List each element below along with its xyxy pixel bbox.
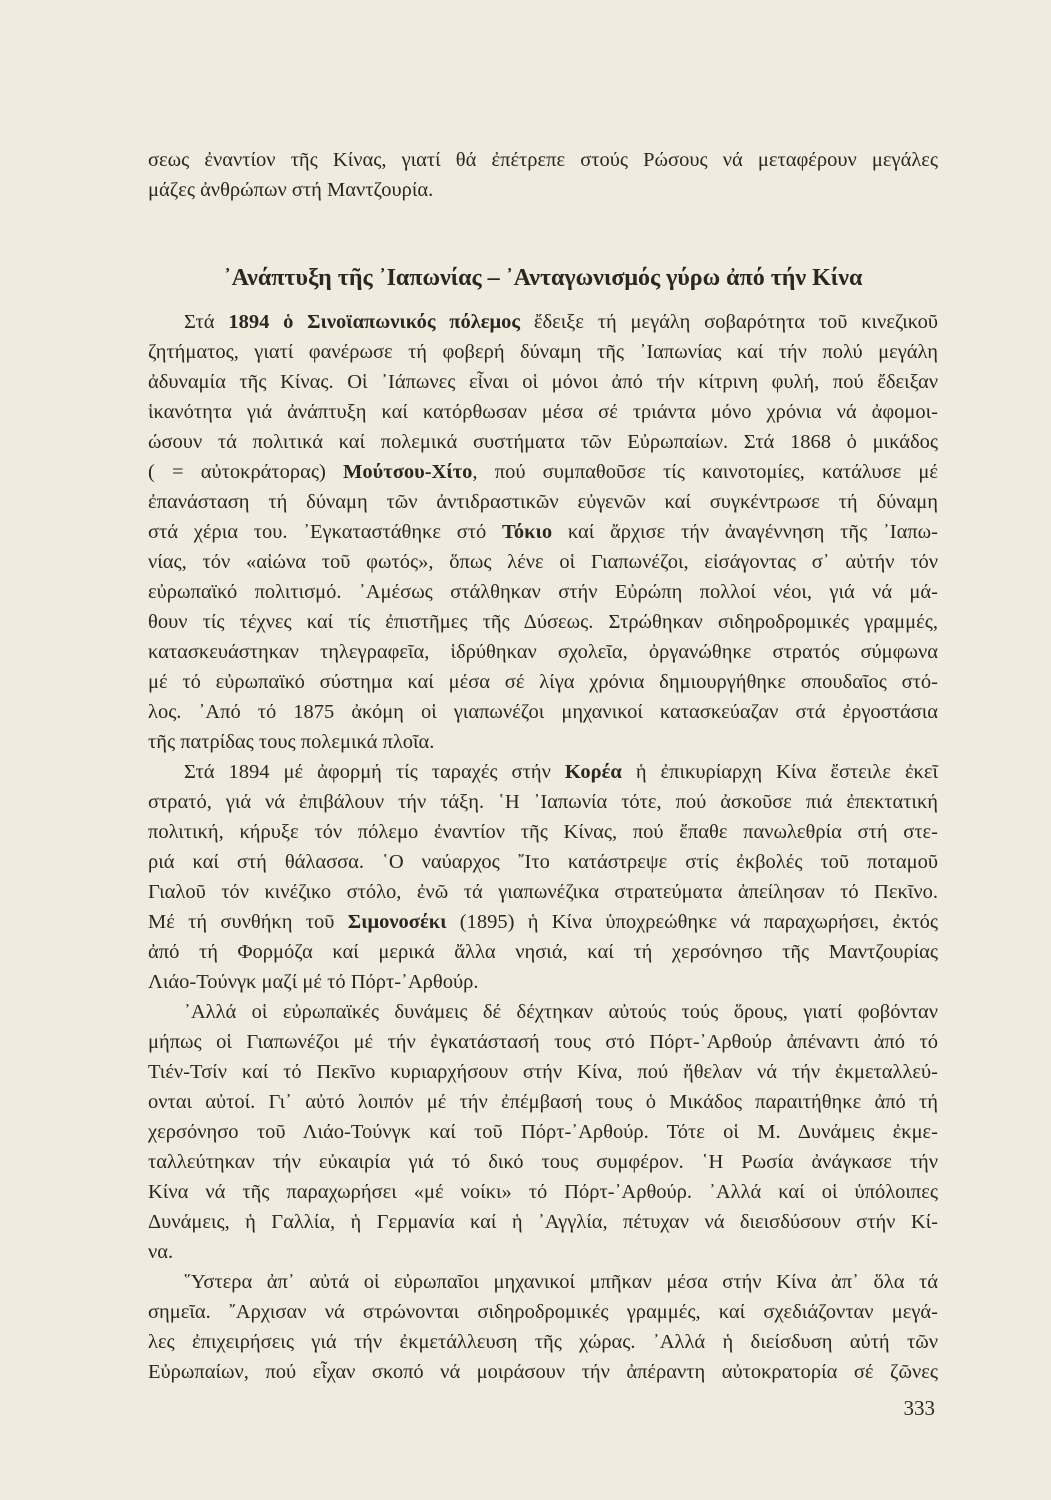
text-line: ονται αὐτοί. Γι᾿ αὐτό λοιπόν μέ τήν ἐπέμβασή τους ὁ Μικάδος παραιτήθηκε ἀπό τή <box>148 1091 938 1113</box>
text-line: ᾿Αλλά οἱ εὐρωπαϊκές δυνάμεις δέ δέχτηκαν αὐτούς τούς ὅρους, γιατί φοβόνταν <box>184 1001 938 1023</box>
text-line: Στά 1894 ὁ Σινοϊαπωνικός πόλεμος ἔδειξε τή μεγάλη σοβαρότητα τοῦ κινεζικοῦ <box>184 311 938 333</box>
text-line: Στά 1894 μέ ἀφορμή τίς ταραχές στήν Κορέα ἡ ἐπικυρίαρχη Κίνα ἔστειλε ἐκεῖ <box>184 761 939 783</box>
text-line: ζητήματος, γιατί φανέρωσε τή φοβερή δύναμη τῆς ᾿Ιαπωνίας καί τήν πολύ μεγάλη <box>148 341 938 363</box>
paragraph-sino-japanese-war <box>148 757 938 997</box>
text-line: Δυνάμεις, ἡ Γαλλία, ἡ Γερμανία καί ἡ ᾿Αγγλία, πέτυχαν νά διεισδύσουν στήν Κί- <box>148 1211 938 1233</box>
text-line: Τιέν-Τσίν καί τό Πεκῖνο κυριαρχήσουν στήν Κίνα, πού ἤθελαν νά τήν ἐκμεταλλεύ- <box>148 1061 938 1083</box>
text-line: χερσόνησο τοῦ Λιάο-Τούνγκ καί τοῦ Πόρτ-᾿Αρθούρ. Τότε οἱ Μ. Δυνάμεις ἐκμε- <box>148 1121 938 1143</box>
text-line: Εὐρωπαίων, πού εἶχαν σκοπό νά μοιράσουν τήν ἀπέραντη αὐτοκρατορία σέ ζῶνες <box>148 1361 938 1383</box>
text-line: ( = αὐτοκράτορας) Μούτσου-Χίτο, πού συμπαθοῦσε τίς καινοτομίες, κατάλυσε μέ <box>148 461 938 483</box>
text-line: σημεῖα. ῎Αρχισαν νά στρώνονται σιδηροδρομικές γραμμές, καί σχεδιάζονταν μεγά- <box>148 1301 938 1323</box>
text-line: Γιαλοῦ τόν κινέζικο στόλο, ἐνῶ τά γιαπωνέζικα στρατεύματα ἀπείλησαν τό Πεκῖνο. <box>148 881 938 903</box>
text-line: ἱκανότητα γιά ἀνάπτυξη καί κατόρθωσαν μέσα σέ τριάντα μόνο χρόνια νά ἀφομοι- <box>148 401 938 423</box>
text-line: ριά καί στή θάλασσα. ῾Ο ναύαρχος ῎Ιτο κατάστρεψε στίς ἐκβολές τοῦ ποταμοῦ <box>148 851 938 873</box>
text-line: εὐρωπαϊκό πολιτισμό. ᾿Αμέσως στάλθηκαν στήν Εὐρώπη πολλοί νέοι, γιά νά μά- <box>148 581 938 603</box>
text-line: στά χέρια του. ᾿Εγκαταστάθηκε στό Τόκιο καί ἄρχισε τήν ἀναγέννηση τῆς ᾿Ιαπω- <box>148 521 939 543</box>
text-line: ἐπανάσταση τή δύναμη τῶν ἀντιδραστικῶν εὐγενῶν καί συγκέντρωσε τή δύναμη <box>148 491 938 513</box>
text-line: τῆς πατρίδας τους πολεμικά πλοῖα. <box>148 731 435 753</box>
bold-term: Τόκιο <box>502 521 553 543</box>
text-line: λος. ᾿Από τό 1875 ἀκόμη οἱ γιαπωνέζοι μηχανικοί κατασκεύαζαν στά ἐργοστάσια <box>148 701 938 723</box>
text-line: θουν τίς τέχνες καί τίς ἐπιστῆμες τῆς Δύσεως. Στρώθηκαν σιδηροδρομικές γραμμές, <box>148 611 938 633</box>
bold-term: Κορέα <box>564 761 622 783</box>
paragraph-japan-development <box>148 307 938 757</box>
paragraph-european-powers <box>148 997 938 1267</box>
paragraph-penetration <box>148 1267 938 1387</box>
text-line: Κίνα νά τῆς παραχωρήσει «μέ νοίκι» τό Πόρτ-᾿Αρθούρ. ᾿Αλλά καί οἱ ὑπόλοιπες <box>148 1181 938 1203</box>
text-line: νίας, τόν «αἰώνα τοῦ φωτός», ὅπως λένε οἱ Γιαπωνέζοι, εἰσάγοντας σ᾿ αὐτήν τόν <box>148 551 938 573</box>
text-line: Μέ τή συνθήκη τοῦ Σιμονοσέκι (1895) ἡ Κίνα ὑποχρεώθηκε νά παραχωρήσει, ἐκτός <box>148 911 938 933</box>
section-heading: ᾿Ανάπτυξη τῆς ᾿Ιαπωνίας – ᾿Ανταγωνισμός γύρω ἀπό τήν Κίνα <box>223 265 863 291</box>
text-line: μάζες ἀνθρώπων στή Μαντζουρία. <box>148 179 434 201</box>
text-line: ἀπό τή Φορμόζα καί μερικά ἄλλα νησιά, καί τή χερσόνησο τῆς Μαντζουρίας <box>148 941 938 963</box>
bold-term: 1894 ὁ Σινοϊαπωνικός πόλεμος <box>228 311 521 333</box>
text-line: στρατό, γιά νά ἐπιβάλουν τήν τάξη. ῾Η ᾿Ιαπωνία τότε, πού ἀσκοῦσε πιά ἐπεκτατική <box>148 791 938 813</box>
text-line: ῞Υστερα ἀπ᾿ αὐτά οἱ εὐρωπαῖοι μηχανικοί μπῆκαν μέσα στήν Κίνα ἀπ᾿ ὅλα τά <box>184 1271 938 1293</box>
text-line: να. <box>148 1241 174 1263</box>
text-line: ταλλεύτηκαν τήν εὐκαιρία γιά τό δικό τους συμφέρον. ῾Η Ρωσία ἀνάγκασε τήν <box>148 1151 938 1173</box>
text-line: Λιάο-Τούνγκ μαζί μέ τό Πόρτ-᾿Αρθούρ. <box>148 971 479 993</box>
text-line: μέ τό εὐρωπαϊκό σύστημα καί μέσα σέ λίγα χρόνια δημιουργήθηκε σπουδαῖος στό- <box>148 671 938 693</box>
text-line: ἀδυναμία τῆς Κίνας. Οἱ ᾿Ιάπωνες εἶναι οἱ μόνοι ἀπό τήν κίτρινη φυλή, πού ἔδειξαν <box>148 371 938 393</box>
bold-term: Μούτσου-Χίτο <box>343 461 473 483</box>
text-line: σεως ἐναντίον τῆς Κίνας, γιατί θά ἐπέτρεπε στούς Ρώσους νά μεταφέρουν μεγάλες <box>148 149 938 171</box>
bold-term: Σιμονοσέκι <box>347 911 447 933</box>
text-line: ώσουν τά πολιτικά καί πολεμικά συστήματα τῶν Εὐρωπαίων. Στά 1868 ὁ μικάδος <box>148 431 938 453</box>
text-line: λες ἐπιχειρήσεις γιά τήν ἐκμετάλλευση τῆς χώρας. ᾿Αλλά ἡ διείσδυση αὐτή τῶν <box>148 1331 938 1353</box>
text-line: πολιτική, κήρυξε τόν πόλεμο ἐναντίον τῆς Κίνας, πού ἔπαθε πανωλεθρία στή στε- <box>148 821 938 843</box>
text-line: μήπως οἱ Γιαπωνέζοι μέ τήν ἐγκατάστασή τους στό Πόρτ-᾿Αρθούρ ἀπέναντι ἀπό τό <box>148 1031 938 1053</box>
intro-paragraph <box>148 145 938 205</box>
text-line: κατασκευάστηκαν τηλεγραφεῖα, ἱδρύθηκαν σχολεῖα, ὀργανώθηκε στρατός σύμφωνα <box>148 641 938 663</box>
page-number: 333 <box>903 1396 935 1420</box>
